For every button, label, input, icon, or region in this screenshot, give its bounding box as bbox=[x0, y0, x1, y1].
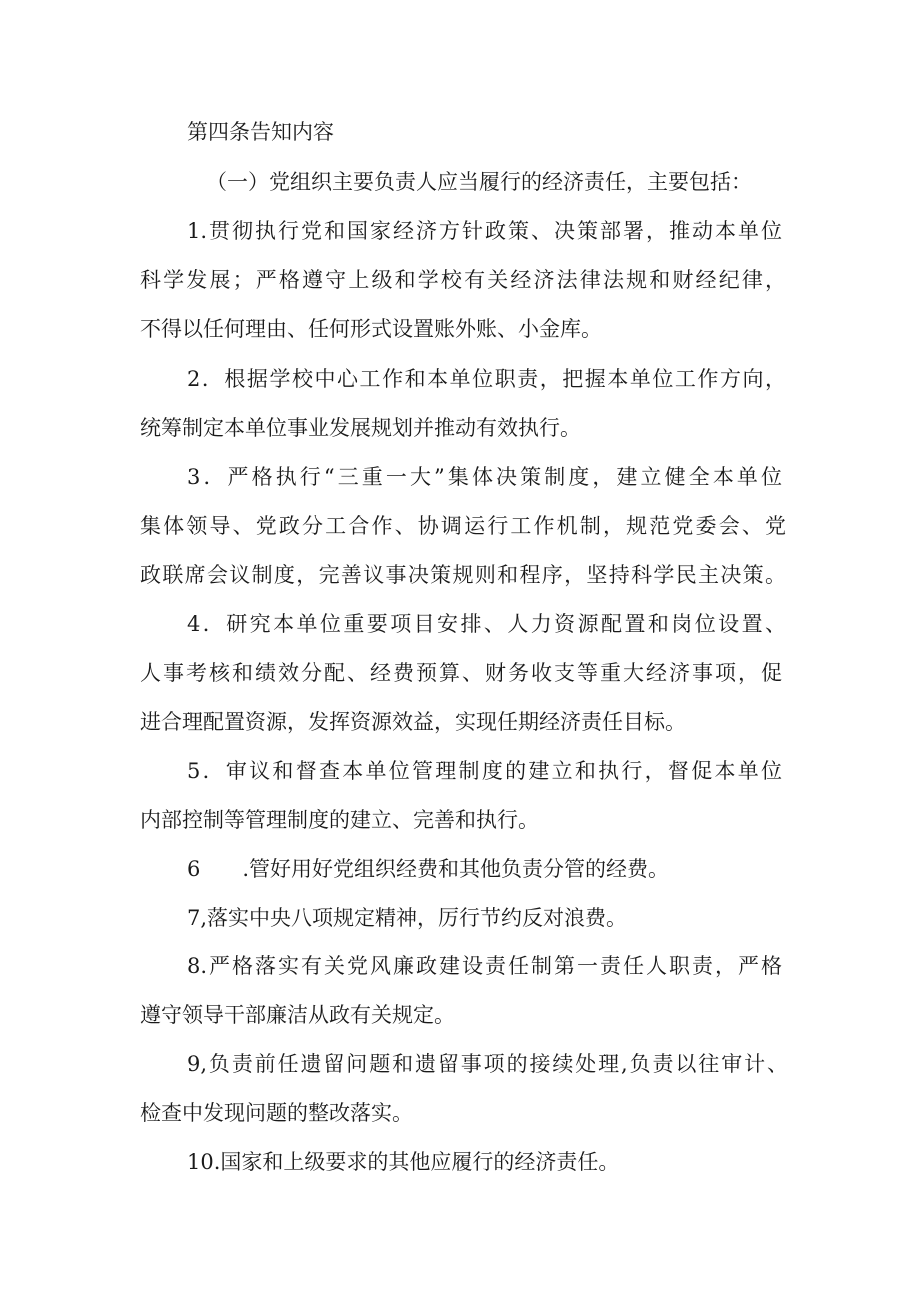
item-3-line-3: 政联席会议制度，完善议事决策规则和程序，坚持科学民主决策。 bbox=[140, 563, 786, 587]
item-2-line-2: 统筹制定本单位事业发展规划并推动有效执行。 bbox=[140, 416, 581, 440]
item-1-line-3: 不得以任何理由、任何形式设置账外账、小金库。 bbox=[140, 317, 602, 341]
item-7-line-1: 7,落实中央八项规定精神，厉行节约反对浪费。 bbox=[187, 906, 628, 930]
item-2-line-1: 2．根据学校中心工作和本单位职责，把握本单位工作方向， bbox=[187, 367, 786, 391]
item-1-line-2: 科学发展；严格遵守上级和学校有关经济法律法规和财经纪律， bbox=[140, 268, 786, 292]
item-6-line-1: 6 .管好用好党组织经费和其他负责分管的经费。 bbox=[187, 857, 670, 881]
item-10-line-1: 10.国家和上级要求的其他应履行的经济责任。 bbox=[187, 1150, 620, 1174]
item-5-line-2: 内部控制等管理制度的建立、完善和执行。 bbox=[140, 808, 539, 832]
item-4-line-1: 4．研究本单位重要项目安排、人力资源配置和岗位设置、 bbox=[187, 612, 786, 636]
item-8-line-2: 遵守领导干部廉洁从政有关规定。 bbox=[140, 1003, 455, 1027]
intro-paragraph: （一）党组织主要负责人应当履行的经济责任，主要包括： bbox=[206, 170, 752, 194]
item-4-line-3: 进合理配置资源，发挥资源效益，实现任期经济责任目标。 bbox=[140, 710, 686, 734]
item-9-line-1: 9,负责前任遗留问题和遗留事项的接续处理,负责以往审计、 bbox=[187, 1052, 788, 1076]
item-3-line-2: 集体领导、党政分工合作、协调运行工作机制，规范党委会、党 bbox=[140, 514, 786, 538]
item-1-line-1: 1.贯彻执行党和国家经济方针政策、决策部署，推动本单位 bbox=[187, 219, 782, 243]
section-heading: 第四条告知内容 bbox=[187, 120, 334, 144]
item-3-line-1: 3．严格执行“三重一大”集体决策制度，建立健全本单位 bbox=[187, 465, 782, 489]
item-4-line-2: 人事考核和绩效分配、经费预算、财务收支等重大经济事项，促 bbox=[140, 661, 782, 685]
item-8-line-1: 8.严格落实有关党风廉政建设责任制第一责任人职责，严格 bbox=[187, 954, 782, 978]
item-9-line-2: 检查中发现问题的整改落实。 bbox=[140, 1101, 413, 1125]
item-5-line-1: 5．审议和督查本单位管理制度的建立和执行，督促本单位 bbox=[187, 759, 782, 783]
